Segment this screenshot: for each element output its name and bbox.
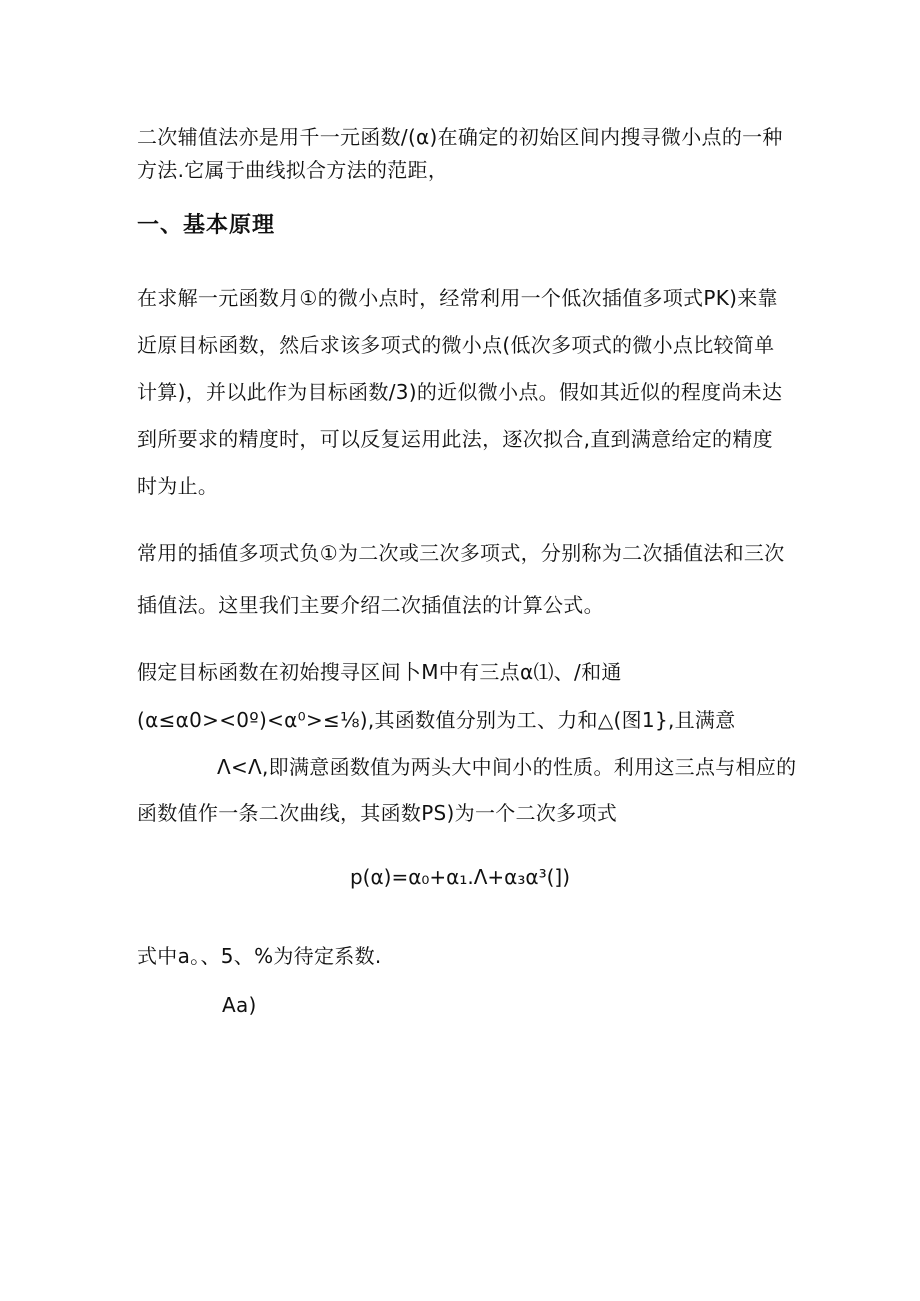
paragraph3-line-4: 函数值作一条二次曲线，其函数PS)为一个二次多项式 xyxy=(137,801,618,825)
paragraph3-line-1: 假定目标函数在初始搜寻区间卜M中有三点α⑴、/和通 xyxy=(137,660,622,684)
trailing-text: Aa) xyxy=(222,993,257,1017)
paragraph1-line-3: 计算)，并以此作为目标函数/3)的近似微小点。假如其近似的程度尚未达 xyxy=(137,380,783,404)
paragraph2-line-2: 插值法。这里我们主要介绍二次插值法的计算公式。 xyxy=(137,593,604,617)
paragraph1-line-4: 到所要求的精度时，可以反复运用此法，逐次拟合,直到满意给定的精度 xyxy=(137,427,773,451)
paragraph4: 式中a。、5、%为待定系数. xyxy=(137,944,382,968)
paragraph1-line-5: 时为止。 xyxy=(137,474,219,498)
intro-line-1: 二次辅值法亦是用千一元函数/(α)在确定的初始区间内搜寻微小点的一种 xyxy=(137,125,783,149)
paragraph2-line-1: 常用的插值多项式负①为二次或三次多项式，分别称为二次插值法和三次 xyxy=(137,541,785,565)
paragraph1-line-1: 在求解一元函数月①的微小点时，经常利用一个低次插值多项式PK)来靠 xyxy=(137,286,778,310)
paragraph1-line-2: 近原目标函数，然后求该多项式的微小点(低次多项式的微小点比较简单 xyxy=(137,333,775,357)
paragraph3-line-2: (α≤α0><0º)<α⁰>≤⅛),其函数值分别为工、力和△(图1},且满意 xyxy=(137,708,736,732)
intro-line-2: 方法.它属于曲线拟合方法的范距， xyxy=(137,158,449,182)
formula: p(α)=α₀+α₁.Λ+α₃α³(]) xyxy=(349,865,570,889)
section-heading: 一、基本原理 xyxy=(137,213,276,238)
paragraph3-line-3: Λ<Λ,即满意函数值为两头大中间小的性质。利用这三点与相应的 xyxy=(217,755,797,779)
